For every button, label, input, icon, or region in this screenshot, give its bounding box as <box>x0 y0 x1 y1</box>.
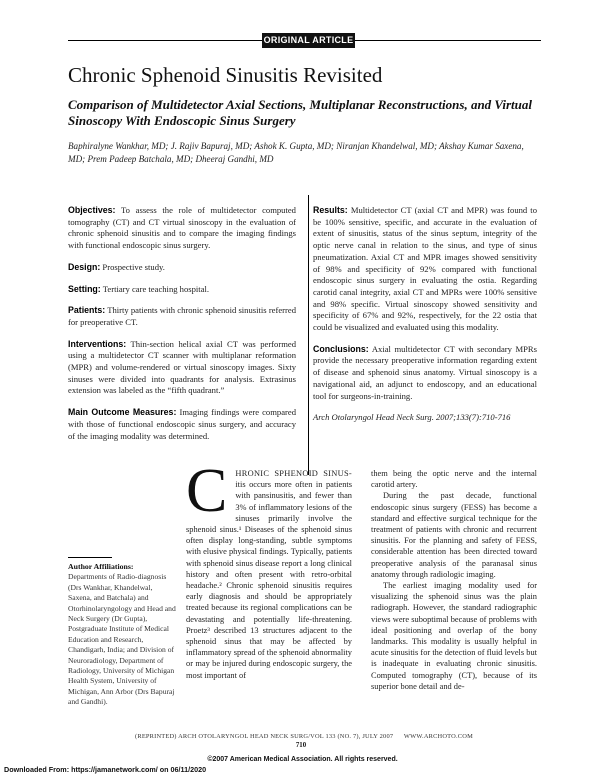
objectives-label: Objectives: <box>68 205 116 215</box>
body-column-2 <box>371 468 537 692</box>
author-affiliations <box>68 562 178 708</box>
interventions-text: Thin-section helical axial CT was performed using a multidetector CT scanner with multiplanar reformation (MPR) and volume-rendered or virtual sinoscopy images. Sixty sinuses were divided into quadrants for analysis. Extrasinus extension was labeled as the “fifth quadrant.” <box>68 338 296 396</box>
setting-section <box>68 284 296 296</box>
conclusions-label: Conclusions: <box>313 343 369 354</box>
section-label: ORIGINAL ARTICLE <box>262 33 355 48</box>
body-paragraph-3: During the past decade, functional endoscopic sinus surgery (FESS) has become a standard and effective surgical technique for the treatment of patients with chronic and recurrent sinusitis. For the planning and safety of FESS, considerable attention has been directed toward preoperative analysis of the paranasal sinus anatomy through radiologic imaging. <box>371 491 537 579</box>
setting-label: Setting: <box>68 283 101 294</box>
patients-section <box>68 305 296 328</box>
article-title: Chronic Sphenoid Sinusitis Revisited <box>68 63 383 87</box>
download-notice: Downloaded From: https://jamanetwork.com/ on 06/11/2020 <box>4 765 207 774</box>
results-text: Multidetector CT (axial CT and MPR) was found to be 100% sensitive, specific, and accurate in the evaluation of extent of sinusitis, status of the sinus septum, integrity of the optic nerve canal in relation to the sinus, and type of sinus pneumatization. Axial CT and MPR images showed sensitivity of 98% and specificity of 92% compared with functional endoscopic sinus surgery in evaluating the ostia. Regarding carotid canal integrity, axial CT and MPRs were 100% sensitive and 98% specific. Virtual sinoscopy showed sensitivity and specificity of 67% and 92%, respectively, for the 22 ostia that could be visualized and evaluated using this modality. <box>313 205 537 333</box>
page-number: 710 <box>295 742 307 749</box>
design-section <box>68 262 296 274</box>
body-paragraph-2: them being the optic nerve and the internal carotid artery. <box>371 469 537 490</box>
interventions-label: Interventions: <box>68 338 127 349</box>
article-subtitle: Comparison of Multidetector Axial Sections, Multiplanar Reconstructions, and Virtual Sinoscopy With Endoscopic Sinus Surgery <box>68 97 533 128</box>
design-label: Design: <box>68 261 101 272</box>
design-text: Prospective study. <box>102 261 165 272</box>
setting-text: Tertiary care teaching hospital. <box>102 283 210 294</box>
body-paragraph-1: itis occurs more often in patients with pansinusitis, and fewer than 3% of inflammatory lesions of the sinuses primarily involve the sphenoid sinus.¹ Diseases of the sphenoid sinus often display long-standing, subtle symptoms with elusive physical findings. Typically, patients with sphenoid sinus disease report a long clinical history and often present with retro-orbital headache.² Chronic sphenoid sinusitis requires early diagnosis and should be appropriately treated because its regional complications can be devastating and potentially life-threatening. Proetz³ described 13 structures adjacent to the sphenoid sinus that may be affected by inflammatory spread of the sphenoid abnormality or may be injured during endoscopic surgery, the most important of <box>186 480 352 680</box>
patients-label: Patients: <box>68 305 106 316</box>
affiliations-text: Departments of Radio-diagnosis (Drs Wankhar, Khandelwal, Saxena, and Batchala) and Otorhinolaryngology and Head and Neck Surgery (Dr Gupta), Postgraduate Institute of Medical Education and Research, Chandigarh, India; and Division of Neuroradiology, Department of Radiology, University of Michigan Health System, University of Michigan, Ann Arbor (Drs Bapuraj and Gandhi). <box>68 572 176 707</box>
objectives-text: To assess the role of multidetector computed tomography (CT) and CT virtual sinoscopy in the evaluation of chronic sphenoid sinusitis and to compare the imaging findings with functional endoscopic sinus surgery. <box>68 205 296 251</box>
affiliations-rule <box>68 557 112 558</box>
body-column-1 <box>186 457 352 681</box>
abstract-left-column <box>68 205 296 452</box>
results-section <box>313 205 537 334</box>
conclusions-text: Axial multidetector CT with secondary MPRs provide the necessary preoperative information regarding extent of disease and sphenoid sinus anatomy. Virtual sinoscopy is a navigational aid, an adjunct to endoscopy, and an educational tool for surgeons-in-training. <box>313 343 537 401</box>
outcome-label: Main Outcome Measures: <box>68 407 177 418</box>
outcome-text: Imaging findings were compared with those of functional endoscopic sinus surgery, and accuracy of the imaging modality was determined. <box>68 407 296 441</box>
patients-text: Thirty patients with chronic sphenoid sinusitis referred for preoperative CT. <box>68 305 296 327</box>
copyright-notice: ©2007 American Medical Association. All rights reserved. <box>207 756 398 763</box>
body-lead-in: HRONIC SPHENOID SINUS- <box>235 469 352 478</box>
journal-footer-line: (REPRINTED) ARCH OTOLARYNGOL HEAD NECK SURG/VOL 133 (NO. 7), JULY 2007 WWW.ARCHOTO.COM <box>135 733 473 740</box>
body-paragraph-4: The earliest imaging modality used for visualizing the sphenoid sinus was the plain radiograph. However, the standard radiographic views were suboptimal because of problems with ideal positioning and overlap of the bony landmarks. This modality is usually helpful in acute sinusitis for the detection of fluid levels but is inadequate in evaluating chronic sinusitis. Computed tomography (CT), because of its superior bone detail and de- <box>371 581 537 691</box>
interventions-section <box>68 339 296 398</box>
results-label: Results: <box>313 205 348 215</box>
abstract-right-column <box>313 205 537 434</box>
article-citation: Arch Otolaryngol Head Neck Surg. 2007;133(7):710-716 <box>313 412 511 423</box>
affiliations-heading: Author Affiliations: <box>68 562 134 571</box>
author-list: Baphiralyne Wankhar, MD; J. Rajiv Bapuraj, MD; Ashok K. Gupta, MD; Niranjan Khandelwal, MD; Akshay Kumar Saxena, MD; Prem Padeep Batchala, MD; Dheeraj Gandhi, MD <box>68 141 524 164</box>
objectives-section <box>68 205 296 252</box>
abstract-divider <box>308 195 309 475</box>
dropcap: C <box>186 457 228 525</box>
outcome-section <box>68 407 296 442</box>
conclusions-section <box>313 344 537 403</box>
